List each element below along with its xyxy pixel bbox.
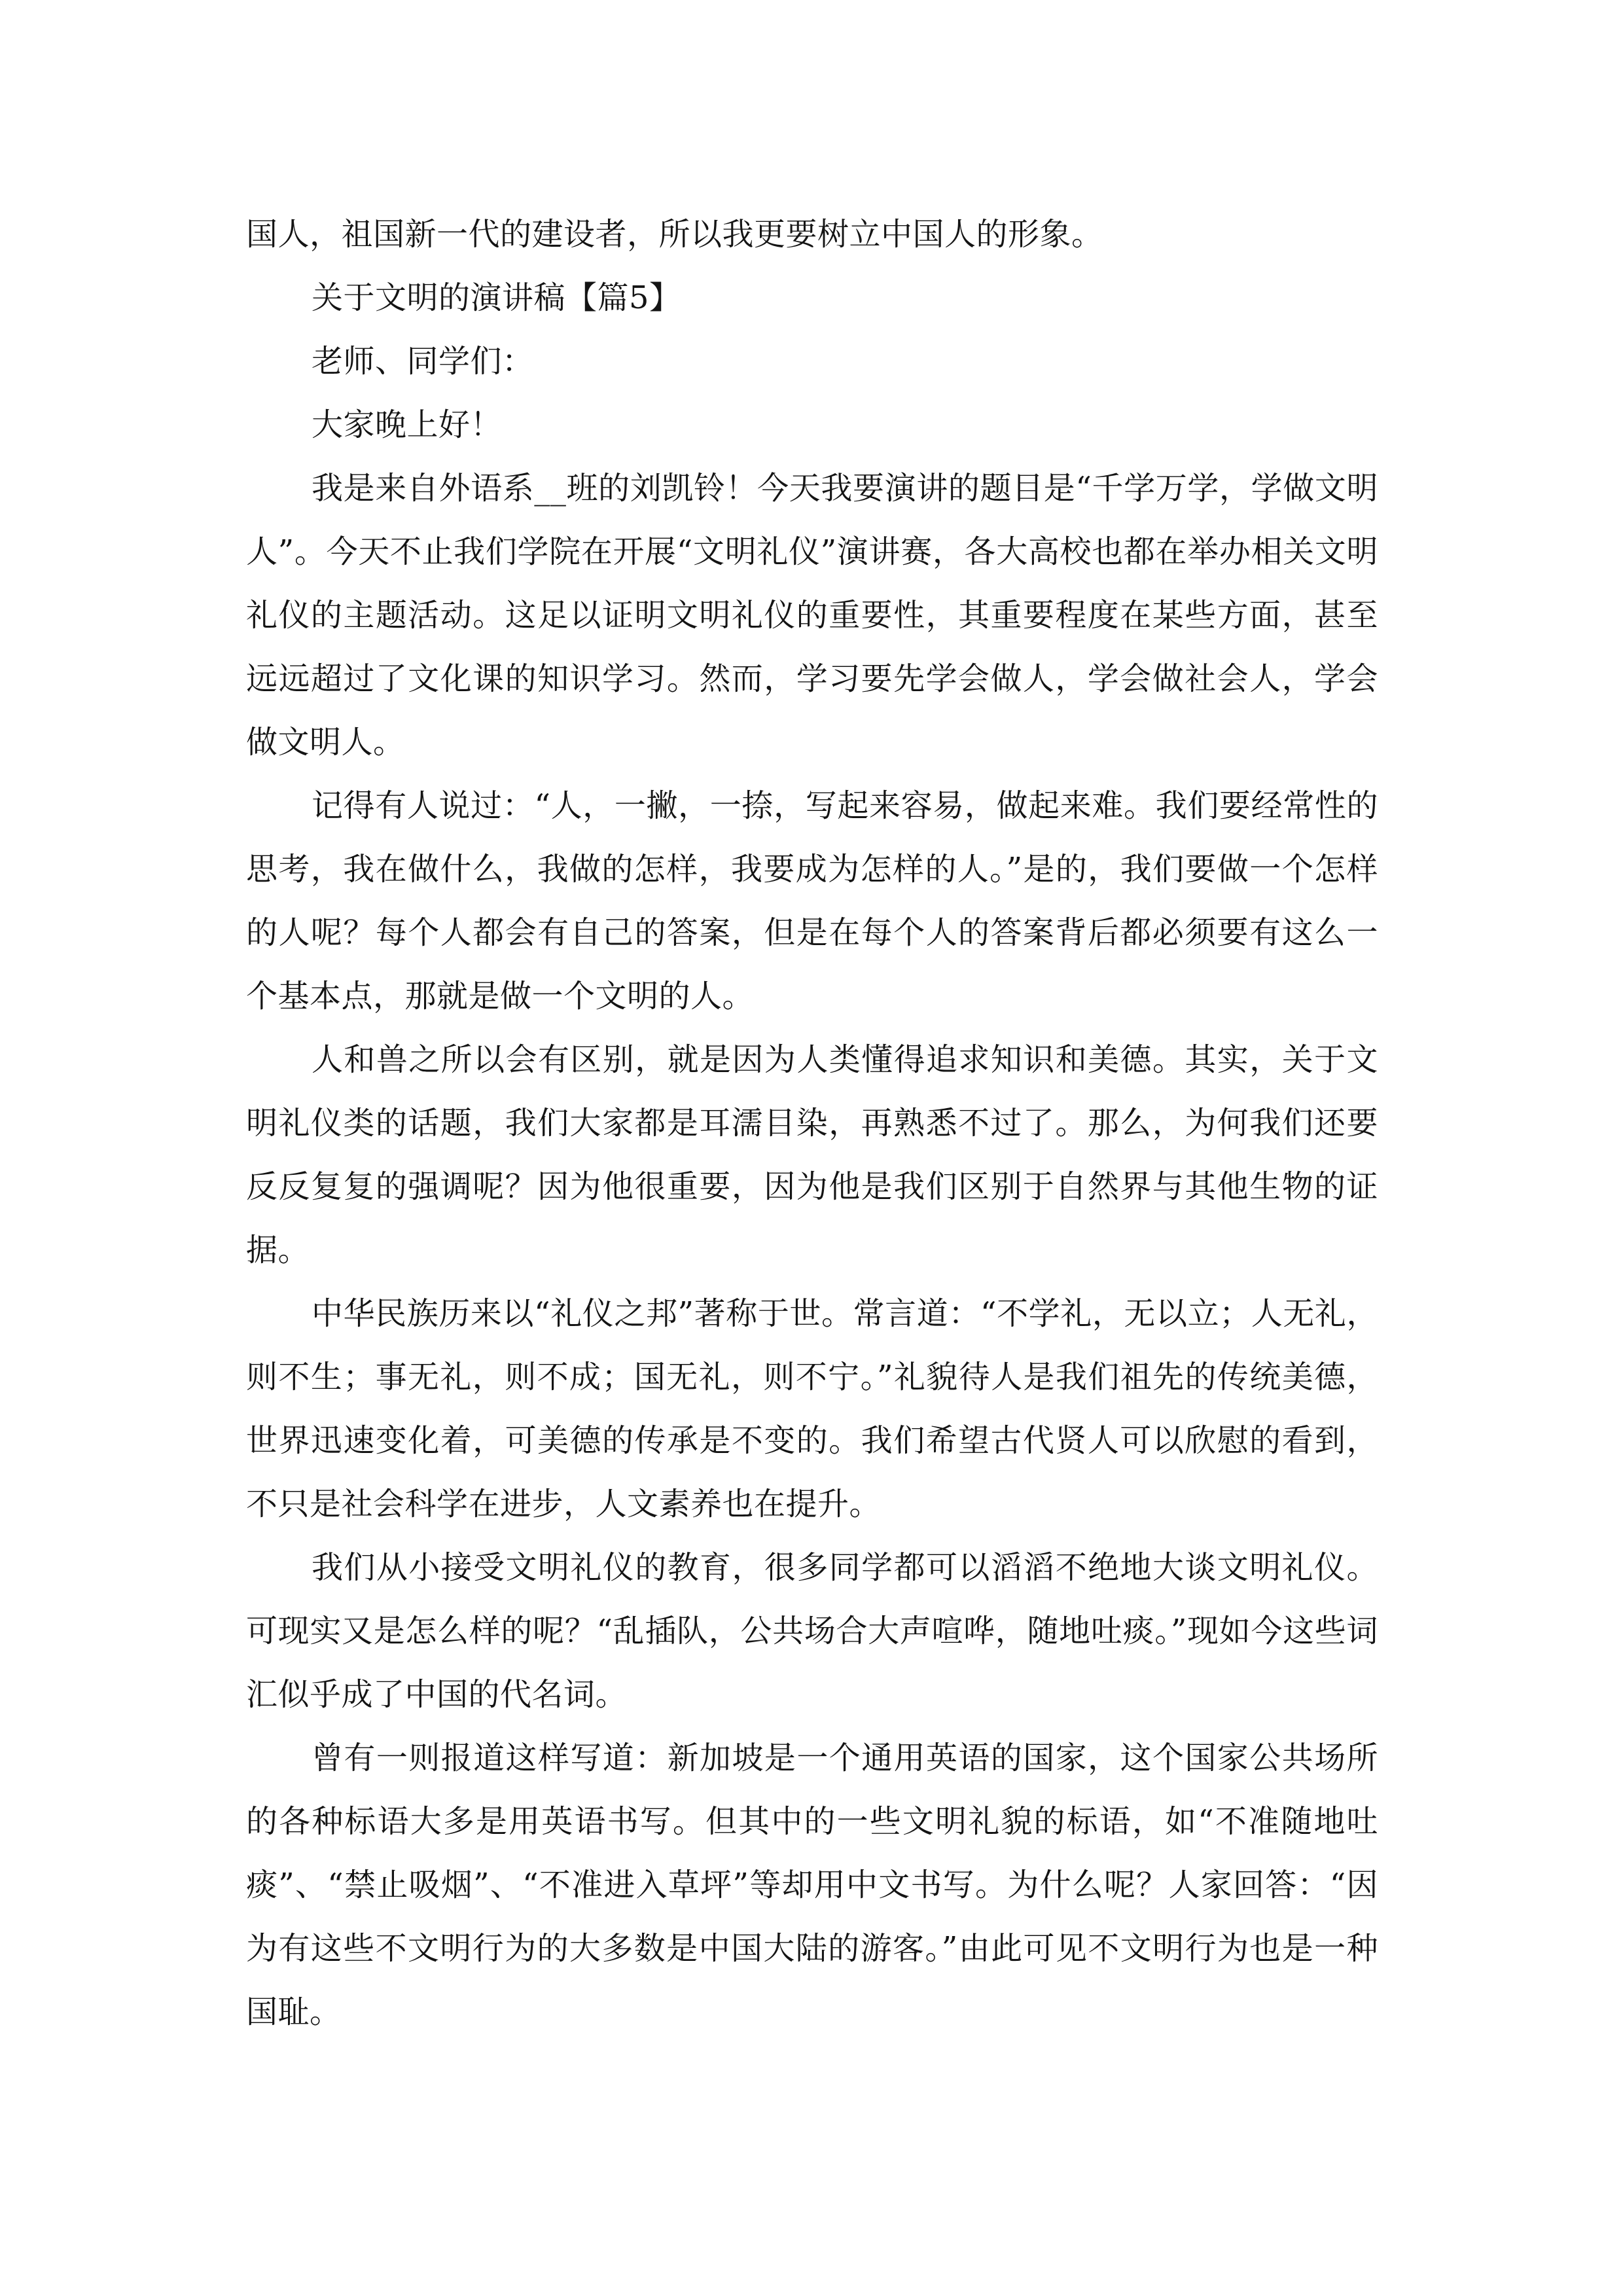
paragraph: 我们从小接受文明礼仪的教育，很多同学都可以滔滔不绝地大谈文明礼仪。可现实又是怎么样的呢？“乱插队，公共场合大声喧哗，随地吐痰。”现如今这些词汇似乎成了中国的代名词。 <box>246 1549 1378 1713</box>
paragraph: 记得有人说过：“人，一撇，一捺，写起来容易，做起来难。我们要经常性的思考，我在做什么，我做的怎样，我要成为怎样的人。”是的，我们要做一个怎样的人呢？每个人都会有自己的答案，但是在每个人的答案背后都必须要有这么一个基本点，那就是做一个文明的人。 <box>246 787 1378 1014</box>
paragraph-continuation: 国人，祖国新一代的建设者，所以我更要树立中国人的形象。 <box>246 216 1103 253</box>
greeting: 大家晚上好！ <box>312 406 503 443</box>
paragraph: 中华民族历来以“礼仪之邦”著称于世。常言道：“不学礼，无以立；人无礼，则不生；事无礼，则不成；国无礼，则不宁。”礼貌待人是我们祖先的传统美德，世界迅速变化着，可美德的传承是不变的。我们希望古代贤人可以欣慰的看到，不只是社会科学在进步，人文素养也在提升。 <box>246 1295 1378 1522</box>
document-body <box>246 203 1378 2044</box>
salutation: 老师、同学们： <box>312 343 534 380</box>
paragraph: 我是来自外语系__班的刘凯铃！今天我要演讲的题目是“千学万学，学做文明人”。今天不止我们学院在开展“文明礼仪”演讲赛，各大高校也都在举办相关文明礼仪的主题活动。这足以证明文明礼仪的重要性，其重要程度在某些方面，甚至远远超过了文化课的知识学习。然而，学习要先学会做人，学会做社会人，学会做文明人。 <box>246 470 1378 761</box>
paragraph: 人和兽之所以会有区别，就是因为人类懂得追求知识和美德。其实，关于文明礼仪类的话题，我们大家都是耳濡目染，再熟悉不过了。那么，为何我们还要反反复复的强调呢？因为他很重要，因为他是我们区别于自然界与其他生物的证据。 <box>246 1041 1378 1268</box>
paragraph: 曾有一则报道这样写道：新加坡是一个通用英语的国家，这个国家公共场所的各种标语大多是用英语书写。但其中的一些文明礼貌的标语，如“不准随地吐痰”、“禁止吸烟”、“不准进入草坪”等却用中文书写。为什么呢？人家回答：“因为有这些不文明行为的大多数是中国大陆的游客。”由此可见不文明行为也是一种国耻。 <box>246 1740 1378 2030</box>
section-heading: 关于文明的演讲稿【篇5】 <box>312 279 681 316</box>
